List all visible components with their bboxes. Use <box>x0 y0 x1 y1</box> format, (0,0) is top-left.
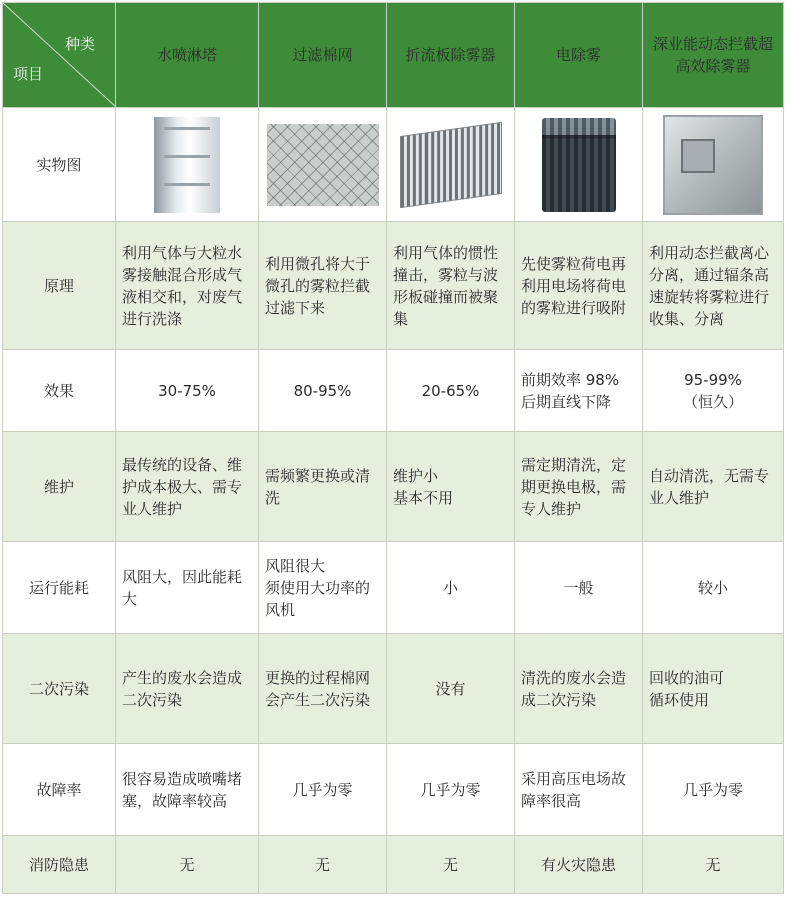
type-header-spray-tower: 水喷淋塔 <box>116 3 259 108</box>
row-label-photo: 实物图 <box>3 108 116 222</box>
row-principle <box>3 222 784 350</box>
cell-pollution-1: 产生的废水会造成二次污染 <box>116 634 259 744</box>
cell-fire-2: 无 <box>259 836 387 894</box>
cell-effect-2: 80-95% <box>259 350 387 432</box>
corner-item-label: 项目 <box>13 65 44 83</box>
cell-effect-4: 前期效率 98% 后期直线下降 <box>515 350 643 432</box>
row-failure <box>3 744 784 836</box>
row-effect <box>3 350 784 432</box>
row-label-maintenance: 维护 <box>3 432 116 542</box>
cell-energy-4: 一般 <box>515 542 643 634</box>
photo-filter-mesh <box>259 108 387 222</box>
cell-principle-2: 利用微孔将大于微孔的雾粒拦截过滤下来 <box>259 222 387 350</box>
cell-principle-1: 利用气体与大粒水雾接触混合形成气液相交和，对废气进行洗涤 <box>116 222 259 350</box>
type-header-filter-mesh: 过滤棉网 <box>259 3 387 108</box>
corner-type-label: 种类 <box>64 35 95 53</box>
row-label-failure: 故障率 <box>3 744 116 836</box>
type-header-dynamic-demister: 深业能动态拦截超高效除雾器 <box>643 3 784 108</box>
cell-maintenance-3: 维护小 基本不用 <box>387 432 515 542</box>
cell-failure-1: 很容易造成喷嘴堵塞，故障率较高 <box>116 744 259 836</box>
type-header-baffle-demister: 折流板除雾器 <box>387 3 515 108</box>
row-label-pollution: 二次污染 <box>3 634 116 744</box>
cell-fire-4: 有火灾隐患 <box>515 836 643 894</box>
cell-failure-5: 几乎为零 <box>643 744 784 836</box>
photo-dynamic-demister <box>643 108 784 222</box>
row-maintenance <box>3 432 784 542</box>
defogger-comparison-table <box>2 2 784 894</box>
cell-fire-3: 无 <box>387 836 515 894</box>
cell-maintenance-4: 需定期清洗，定期更换电极，需专人维护 <box>515 432 643 542</box>
cell-pollution-5: 回收的油可 循环使用 <box>643 634 784 744</box>
cell-fire-5: 无 <box>643 836 784 894</box>
row-label-effect: 效果 <box>3 350 116 432</box>
diagonal-divider <box>3 3 116 107</box>
cell-pollution-4: 清洗的废水会造成二次污染 <box>515 634 643 744</box>
cell-effect-5: 95-99% （恒久） <box>643 350 784 432</box>
cell-maintenance-1: 最传统的设备、维护成本极大、需专业人维护 <box>116 432 259 542</box>
cell-energy-3: 小 <box>387 542 515 634</box>
row-label-energy: 运行能耗 <box>3 542 116 634</box>
cell-principle-3: 利用气体的惯性撞击，雾粒与波形板碰撞而被聚集 <box>387 222 515 350</box>
header-row <box>3 3 784 108</box>
row-pollution <box>3 634 784 744</box>
cell-energy-5: 较小 <box>643 542 784 634</box>
row-energy <box>3 542 784 634</box>
cell-pollution-2: 更换的过程棉网会产生二次污染 <box>259 634 387 744</box>
cell-energy-2: 风阻很大 须使用大功率的风机 <box>259 542 387 634</box>
type-header-electrostatic: 电除雾 <box>515 3 643 108</box>
cell-failure-4: 采用高压电场故障率很高 <box>515 744 643 836</box>
photo-spray-tower <box>116 108 259 222</box>
photo-baffle-demister <box>387 108 515 222</box>
cell-principle-4: 先使雾粒荷电再利用电场将荷电的雾粒进行吸附 <box>515 222 643 350</box>
cell-principle-5: 利用动态拦截离心分离，通过辐条高速旋转将雾粒进行收集、分离 <box>643 222 784 350</box>
cell-energy-1: 风阻大，因此能耗大 <box>116 542 259 634</box>
cell-maintenance-5: 自动清洗，无需专业人维护 <box>643 432 784 542</box>
row-fire <box>3 836 784 894</box>
cell-failure-2: 几乎为零 <box>259 744 387 836</box>
cell-effect-3: 20-65% <box>387 350 515 432</box>
cell-effect-1: 30-75% <box>116 350 259 432</box>
row-photo <box>3 108 784 222</box>
row-label-principle: 原理 <box>3 222 116 350</box>
photo-electrostatic <box>515 108 643 222</box>
cell-pollution-3: 没有 <box>387 634 515 744</box>
row-label-fire: 消防隐患 <box>3 836 116 894</box>
corner-cell <box>3 3 116 108</box>
cell-fire-1: 无 <box>116 836 259 894</box>
cell-failure-3: 几乎为零 <box>387 744 515 836</box>
cell-maintenance-2: 需频繁更换或清洗 <box>259 432 387 542</box>
